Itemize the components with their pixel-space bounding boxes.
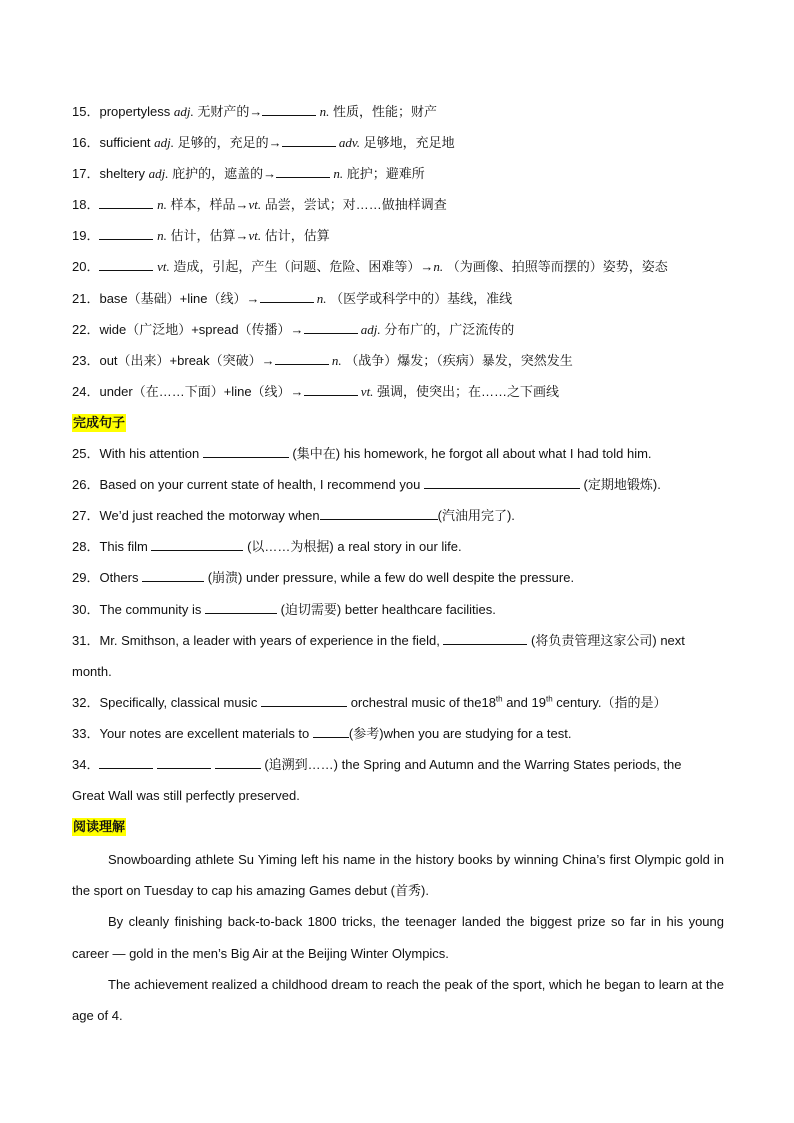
- hint-text: (崩溃): [204, 570, 243, 586]
- reading-paragraph: The achievement realized a childhood dream to reach the peak of the sport, which he began to learn at the age of 4.: [72, 976, 724, 1023]
- part-of-speech: vt.: [357, 383, 374, 399]
- answer-blank[interactable]: [275, 352, 329, 365]
- answer-blank[interactable]: [260, 290, 314, 303]
- sentence-text: Great Wall was still perfectly preserved.: [72, 788, 300, 804]
- word-text: wide（广泛地）+spread（传播）→: [99, 321, 304, 337]
- word-text: sheltery: [99, 166, 149, 182]
- hint-text: (定期地锻炼).: [579, 477, 661, 493]
- answer-blank[interactable]: [276, 165, 330, 178]
- meaning-text: （医学或科学中的）基线，准线: [326, 290, 513, 306]
- sentence-text: the Spring and Autumn and the Warring States periods, the: [338, 756, 682, 772]
- part-of-speech: n.: [330, 166, 344, 182]
- meaning-text: 品尝，尝试；对……做抽样调查: [261, 197, 447, 213]
- answer-blank[interactable]: [215, 756, 261, 769]
- part-of-speech: n.: [328, 352, 342, 368]
- vocab-item-23: [72, 347, 724, 378]
- answer-blank[interactable]: [282, 134, 336, 147]
- hint-text: (以……为根据): [243, 539, 334, 555]
- answer-blank[interactable]: [203, 445, 289, 458]
- document-content: [72, 98, 724, 1031]
- meaning-text: 强调，使突出；在……之下画线: [373, 383, 560, 399]
- item-number: 24．: [72, 383, 100, 399]
- sentence-text: under pressure, while a few do well despite the pressure.: [242, 570, 575, 586]
- hint-text: (参考): [348, 725, 384, 741]
- section-heading: 阅读理解: [73, 819, 126, 835]
- hint-text: (将负责管理这家公司): [527, 632, 657, 648]
- answer-blank[interactable]: [262, 103, 316, 116]
- item-number: 18．: [72, 197, 100, 213]
- answer-blank[interactable]: [99, 756, 153, 769]
- vocab-item-16: [72, 129, 724, 160]
- sentence-text: when you are studying for a test.: [383, 725, 572, 741]
- reading-paragraph: Snowboarding athlete Su Yiming left his name in the history books by winning China’s first Olympic gold in the sport on Tuesday to cap his amazing Games debut (首秀).: [72, 852, 724, 899]
- sentence-30: [72, 596, 724, 627]
- item-number: 21．: [72, 290, 100, 306]
- item-number: 30．: [72, 601, 100, 617]
- item-number: 25．: [72, 446, 100, 462]
- meaning-text: 样本，样品→: [166, 197, 249, 213]
- part-of-speech: vt.: [248, 197, 262, 213]
- answer-blank[interactable]: [157, 756, 211, 769]
- meaning-text: 估计，估算→: [166, 228, 249, 244]
- item-number: 27．: [72, 508, 100, 524]
- word-text: sufficient: [99, 135, 155, 151]
- word-text: out（出来）+break（突破）→: [99, 352, 275, 368]
- sentence-text: century.（指的是）: [552, 694, 667, 710]
- section-sentences: [72, 409, 724, 440]
- meaning-text: 估计，估算: [261, 228, 330, 244]
- sentence-25: [72, 440, 724, 471]
- sentence-text: next: [656, 632, 685, 648]
- item-number: 32．: [72, 694, 100, 710]
- item-number: 31．: [72, 632, 100, 648]
- meaning-text: 足够的，充足的→: [174, 135, 282, 151]
- sentence-text: better healthcare facilities.: [341, 601, 496, 617]
- sentence-text: Your notes are excellent materials to: [99, 725, 313, 741]
- vocab-item-15: [72, 98, 724, 129]
- answer-blank[interactable]: [99, 227, 153, 240]
- part-of-speech: adj.: [173, 104, 194, 119]
- sentence-text: We’d just reached the motorway when: [99, 508, 320, 524]
- sentence-26: [72, 471, 724, 502]
- answer-blank[interactable]: [424, 476, 580, 489]
- item-number: 26．: [72, 477, 100, 493]
- hint-text: (追溯到……): [264, 756, 339, 772]
- superscript: th: [495, 694, 503, 704]
- vocab-item-17: [72, 160, 724, 191]
- meaning-text: 分布广的，广泛流传的: [380, 321, 515, 337]
- sentence-text: month.: [72, 663, 112, 679]
- sentence-text: Specifically, classical music: [99, 694, 262, 710]
- superscript: th: [545, 694, 553, 704]
- section-heading: 完成句子: [73, 414, 126, 430]
- item-number: 15．: [72, 104, 100, 119]
- part-of-speech: adj.: [154, 135, 175, 151]
- answer-blank[interactable]: [313, 725, 349, 738]
- part-of-speech: adj.: [148, 166, 169, 182]
- answer-blank[interactable]: [142, 569, 204, 582]
- answer-blank[interactable]: [261, 694, 347, 707]
- meaning-text: 足够地，充足地: [359, 135, 455, 151]
- meaning-text: 无财产的→: [193, 104, 263, 119]
- vocab-item-22: [72, 316, 724, 347]
- sentence-text: The community is: [99, 601, 205, 617]
- vocab-item-24: [72, 378, 724, 409]
- word-text: under（在……下面）+line（线）→: [99, 383, 304, 399]
- section-reading: [72, 813, 724, 844]
- sentence-text: Mr. Smithson, a leader with years of experience in the field,: [99, 632, 444, 648]
- sentence-text: his homework, he forgot all about what I had told him.: [340, 446, 652, 462]
- part-of-speech: adv.: [335, 135, 360, 151]
- word-text: propertyless: [99, 104, 174, 119]
- item-number: 22．: [72, 321, 100, 337]
- sentence-34-continued: [72, 782, 724, 813]
- hint-text: (集中在): [288, 446, 341, 462]
- vocab-item-19: [72, 222, 724, 253]
- sentence-text: With his attention: [99, 446, 203, 462]
- sentence-text: Based on your current state of health, I recommend you: [99, 477, 424, 493]
- item-number: 23．: [72, 352, 100, 368]
- part-of-speech: n.: [157, 197, 167, 213]
- meaning-text: 庇护；避难所: [343, 166, 425, 182]
- part-of-speech: n.: [157, 228, 167, 244]
- item-number: 33．: [72, 725, 100, 741]
- sentence-32: [72, 689, 724, 720]
- part-of-speech: vt.: [157, 259, 170, 275]
- answer-blank[interactable]: [304, 383, 358, 396]
- item-number: 28．: [72, 539, 100, 555]
- sentence-text: and 19: [502, 694, 546, 710]
- item-number: 34．: [72, 756, 100, 772]
- item-number: 16．: [72, 135, 100, 151]
- hint-text: (迫切需要): [276, 601, 342, 617]
- meaning-text: （战争）爆发；（疾病）暴发，突然发生: [341, 352, 573, 368]
- answer-blank[interactable]: [99, 258, 153, 271]
- meaning-text: （为画像、拍照等而摆的）姿势，姿态: [443, 259, 668, 275]
- sentence-31: [72, 627, 724, 658]
- sentence-29: [72, 564, 724, 595]
- sentence-27: [72, 502, 724, 533]
- sentence-34: [72, 751, 724, 782]
- item-number: 17．: [72, 166, 100, 182]
- part-of-speech: vt.: [248, 228, 262, 244]
- word-text: base（基础）+line（线）→: [99, 290, 260, 306]
- vocab-item-18: [72, 191, 724, 222]
- item-number: 29．: [72, 570, 100, 586]
- sentence-28: [72, 533, 724, 564]
- part-of-speech: n.: [316, 104, 330, 119]
- part-of-speech: n.: [313, 290, 327, 306]
- hint-text: (汽油用完了).: [437, 508, 515, 524]
- answer-blank[interactable]: [151, 538, 243, 551]
- sentence-text: orchestral music of the18: [350, 694, 496, 710]
- meaning-text: 庇护的，遮盖的→: [168, 166, 277, 182]
- answer-blank[interactable]: [304, 321, 358, 334]
- answer-blank[interactable]: [320, 507, 438, 520]
- sentence-text: This film: [99, 539, 152, 555]
- meaning-text: 造成，引起，产生（问题、危险、困难等）→: [169, 259, 434, 275]
- part-of-speech: adj.: [357, 321, 381, 337]
- answer-blank[interactable]: [205, 601, 277, 614]
- sentence-31-continued: [72, 658, 724, 689]
- sentence-33: [72, 720, 724, 751]
- answer-blank[interactable]: [443, 632, 527, 645]
- answer-blank[interactable]: [99, 196, 153, 209]
- vocab-item-21: [72, 285, 724, 316]
- meaning-text: 性质，性能；财产: [329, 104, 438, 119]
- sentence-text: a real story in our life.: [333, 539, 462, 555]
- reading-paragraph: By cleanly finishing back-to-back 1800 tricks, the teenager landed the biggest prize so far in his young career — gold in the men’s Big Air at the Beijing Winter Olympics.: [72, 914, 724, 961]
- item-number: 20．: [72, 259, 100, 275]
- part-of-speech: n.: [433, 259, 444, 275]
- vocab-item-20: [72, 253, 724, 284]
- item-number: 19．: [72, 228, 100, 244]
- sentence-text: Others: [99, 570, 143, 586]
